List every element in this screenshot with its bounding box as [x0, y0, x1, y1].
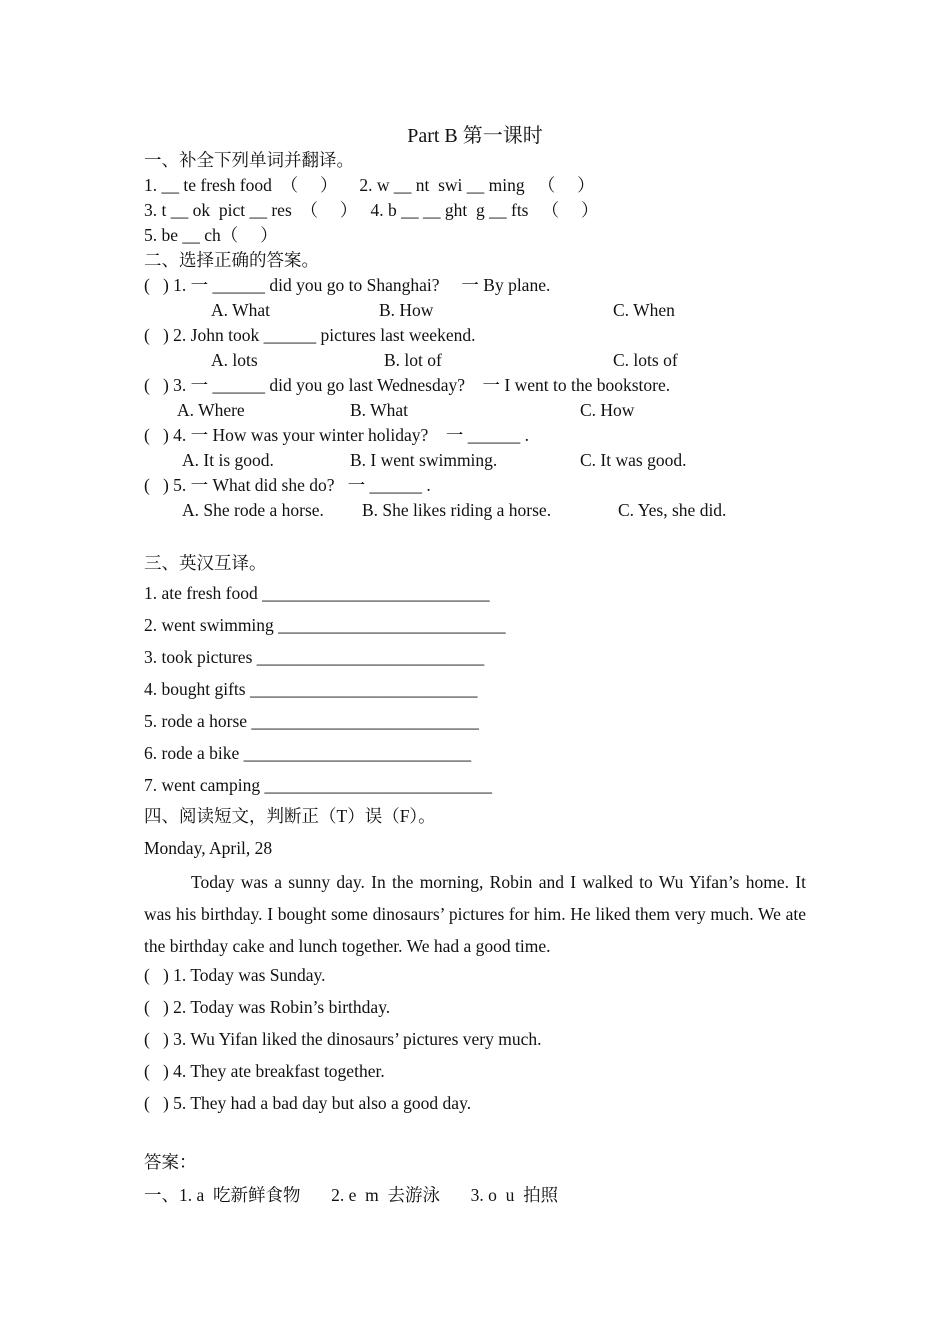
translation-item-1: 1. ate fresh food __________________________ — [144, 583, 490, 603]
question-4-stem: ( ) 4. 一 How was your winter holiday? 一 ______ . — [144, 425, 529, 445]
translation-item-2: 2. went swimming __________________________ — [144, 615, 506, 635]
question-5-option-c: C. Yes, she did. — [618, 500, 727, 520]
question-1-option-b: B. How — [379, 300, 434, 320]
section1-line-3: 5. be __ ch（ ） — [144, 225, 278, 245]
question-5-option-a: A. She rode a horse. — [182, 500, 324, 520]
statement-3: ( ) 3. Wu Yifan liked the dinosaurs’ pictures very much. — [144, 1029, 542, 1049]
question-1-option-a: A. What — [211, 300, 270, 320]
section1-line-2: 3. t __ ok pict __ res （ ） 4. b __ __ ght g __ fts （ ） — [144, 200, 599, 220]
question-5-stem: ( ) 5. 一 What did she do? 一 ______ . — [144, 475, 431, 495]
question-1-stem: ( ) 1. 一 ______ did you go to Shanghai? 一 By plane. — [144, 275, 551, 295]
section2-heading: 二、选择正确的答案。 — [144, 250, 319, 270]
translation-item-7: 7. went camping __________________________ — [144, 775, 493, 795]
section1-heading: 一、补全下列单词并翻译。 — [144, 150, 354, 170]
section1-line-1: 1. __ te fresh food （ ） 2. w __ nt swi __ ming （ ） — [144, 175, 595, 195]
question-4-option-c: C. It was good. — [580, 450, 687, 470]
reading-passage: Today was a sunny day. In the morning, Robin and I walked to Wu Yifan’s home. It was his birthday. I bought some dinosaurs’ pictures for him. He liked them very much. We ate the birthday cake and lunch together. We had a good time. — [144, 872, 806, 956]
statement-4: ( ) 4. They ate breakfast together. — [144, 1061, 385, 1081]
statement-2: ( ) 2. Today was Robin’s birthday. — [144, 997, 391, 1017]
question-3-option-b: B. What — [350, 400, 409, 420]
question-5-option-b: B. She likes riding a horse. — [362, 500, 552, 520]
question-2-option-a: A. lots — [211, 350, 258, 370]
translation-item-6: 6. rode a bike __________________________ — [144, 743, 472, 763]
question-4-option-a: A. It is good. — [182, 450, 274, 470]
answers-heading: 答案： — [144, 1152, 197, 1172]
question-2-option-b: B. lot of — [384, 350, 442, 370]
section3-heading: 三、英汉互译。 — [144, 553, 267, 573]
question-4-option-b: B. I went swimming. — [350, 450, 498, 470]
statement-1: ( ) 1. Today was Sunday. — [144, 965, 326, 985]
section4-heading: 四、阅读短文，判断正（T）误（F）。 — [144, 806, 436, 826]
statement-5: ( ) 5. They had a bad day but also a good day. — [144, 1093, 472, 1113]
question-2-stem: ( ) 2. John took ______ pictures last weekend. — [144, 325, 476, 345]
question-1-option-c: C. When — [613, 300, 675, 320]
page-title: Part B 第一课时 — [407, 125, 543, 147]
translation-item-4: 4. bought gifts __________________________ — [144, 679, 478, 699]
translation-item-5: 5. rode a horse __________________________ — [144, 711, 479, 731]
question-3-option-c: C. How — [580, 400, 635, 420]
question-3-stem: ( ) 3. 一 ______ did you go last Wednesday? 一 I went to the bookstore. — [144, 375, 671, 395]
passage-date: Monday, April, 28 — [144, 838, 273, 858]
question-3-option-a: A. Where — [177, 400, 245, 420]
answers-line-1: 一、1. a 吃新鲜食物 2. e m 去游泳 3. o u 拍照 — [144, 1185, 559, 1205]
question-2-option-c: C. lots of — [613, 350, 678, 370]
translation-item-3: 3. took pictures __________________________ — [144, 647, 485, 667]
